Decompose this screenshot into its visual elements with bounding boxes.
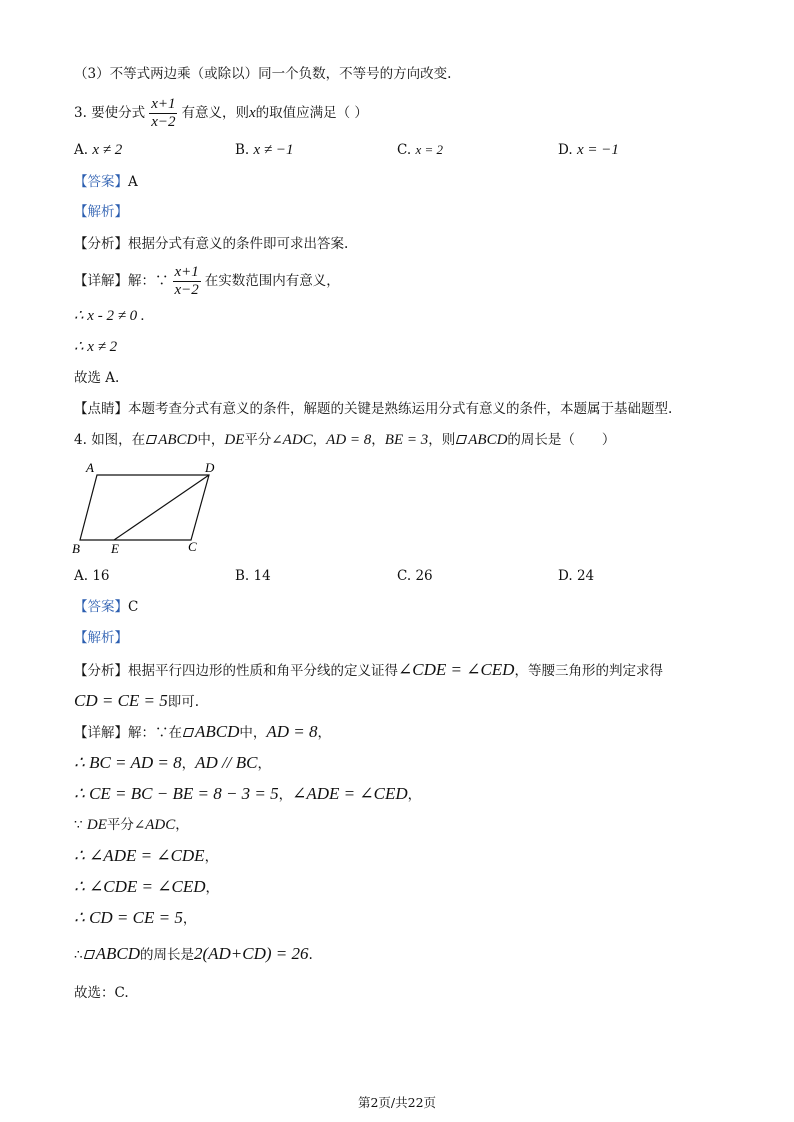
step-sep: ， [205,880,220,896]
q4-step-4 [74,846,218,867]
adc-label: ADC [282,432,313,448]
option-d [558,140,619,160]
option-letter: B. [235,568,250,584]
xiangjie-tag: 【详解】 [74,725,128,741]
parallelogram-figure [70,458,230,558]
step-sep: ， [407,787,422,803]
label-e: E [111,541,119,556]
q4-step-5 [74,877,219,898]
xiangjie-pre: 解：∵ [128,273,169,289]
step-text: 平分∠ [106,817,146,833]
ad-value: AD = 8 [266,722,318,741]
q3-step-2: ∴ x ≠ 2 [74,339,118,355]
option-expr: x ≠ −1 [253,142,294,158]
fenxi-text: ，等腰三角形的判定求得 [514,663,663,679]
stem-text: ，则 [428,432,456,448]
parallelogram-symbol [84,950,95,959]
label-a: A [86,460,94,475]
question-number: 4. [74,432,87,448]
parallelogram-symbol [456,435,467,444]
option-expr: x = 2 [415,142,443,157]
dianjing-tag: 【点睛】 [74,401,128,417]
xiangjie-post: 在实数范围内有意义， [204,273,340,289]
step-equation: ∴ ∠CDE = ∠CED [74,877,206,896]
step-equation: ∴ ∠ADE = ∠CDE [74,846,205,865]
q4-answer [74,597,138,617]
option-expr: x ≠ 2 [92,142,123,158]
stem-text: 中， [197,432,225,448]
fenxi-tag: 【分析】 [74,663,128,679]
q3-step-1: ∴ x - 2 ≠ 0 . [74,308,145,324]
stem-text: 如图，在 [91,432,146,448]
option-b [235,140,294,160]
stem-text: 要使分式 [91,105,146,121]
de-label: DE [224,432,245,448]
step-sep: ， [257,756,271,772]
fenxi-text: 根据平行四边形的性质和角平分线的定义证得 [128,663,398,679]
step-equation: ∴ CD = CE = 5 [74,908,183,927]
question-number: 3. [74,105,87,121]
q4-fenxi [74,660,663,681]
dianjing-text: 本题考查分式有意义的条件，解题的关键是熟练运用分式有意义的条件，本题属于基础题型. [128,401,673,417]
answer-value: A [128,174,138,190]
label-d: D [205,460,215,475]
label-b: B [72,541,80,556]
fenxi-equation: ∠CDE = ∠CED [398,660,515,679]
step-equation: ∠ADE = ∠CED [292,784,408,803]
step-sep: ， [181,756,196,772]
step-equation: AD // BC [195,753,258,772]
option-d [558,566,594,586]
q3-answer [74,172,138,192]
step-equation: ∴ BC = AD = 8 [74,753,182,772]
option-letter: A. [74,142,89,158]
option-letter: A. [74,568,89,584]
step-text: 的周长是 [139,947,194,963]
option-c [397,140,443,160]
label-c: C [188,539,197,554]
fenxi-equation: CD = CE = 5 [74,691,168,710]
stem-text: 平分∠ [244,432,283,448]
q4-step-1 [74,753,271,774]
abcd-label: ABCD [95,944,140,963]
q3-analysis-tag: 【解析】 [74,204,128,220]
q3-xiangjie [74,264,340,299]
xiangjie-tag: 【详解】 [74,273,128,289]
fraction-denominator: x−2 [151,114,176,130]
option-letter: C. [397,568,412,584]
step-equation: 2(AD+CD) = 26 [193,944,309,963]
q4-step-3 [74,815,189,835]
parallelogram-symbol [146,435,157,444]
fraction-numerator: x+1 [151,96,176,112]
rule-3-text: （3）不等式两边乘（或除以）同一个负数，不等号的方向改变. [74,66,452,82]
stem-text: 的周长是（ ） [507,432,616,448]
fraction-numerator: x+1 [174,264,199,280]
step-sep: ， [182,911,197,927]
step-sep: ， [204,849,219,865]
xiangjie-post: ， [317,725,332,741]
question-3-stem [74,96,368,131]
variable-x: x [248,105,256,121]
q4-step-6 [74,908,196,929]
fenxi-text: 根据分式有意义的条件即可求出答案. [128,236,349,252]
question-4-stem [74,430,615,450]
q4-choose: 故选：C. [74,985,129,1001]
answer-tag: 【答案】 [74,599,128,615]
abcd-label: ABCD [195,722,240,741]
option-letter: C. [397,142,412,158]
q3-choose: 故选 A. [74,370,120,386]
fraction [149,96,177,131]
q4-step-2 [74,784,421,805]
abcd-label: ABCD [468,432,508,448]
step-sep: ， [278,787,293,803]
option-letter: B. [235,142,250,158]
step-equation: ∴ CE = BC − BE = 8 − 3 = 5 [74,784,279,803]
option-value: 16 [92,568,110,584]
step-sep: ∵ [74,817,83,833]
fenxi-text: 即可. [167,694,200,710]
page-footer: 第2页/共22页 [357,1095,437,1110]
parallelogram-abcd [80,475,209,540]
option-a [74,140,122,160]
xiangjie-pre: 解：∵在 [128,725,182,741]
option-a [74,566,110,586]
q4-xiangjie [74,722,331,743]
parallelogram-symbol [183,728,194,737]
q4-fenxi-line2 [74,691,199,712]
stem-text: ， [312,432,327,448]
fraction [173,264,201,299]
option-value: 24 [576,568,595,584]
option-letter: D. [558,142,573,158]
step-sep: . [308,947,313,963]
ad-value: AD = 8 [326,432,372,448]
option-value: 26 [415,568,433,584]
adc-label: ADC [145,817,176,833]
option-c [397,566,433,586]
abcd-label: ABCD [158,432,198,448]
q4-step-7 [74,944,313,965]
step-sep: ， [175,817,189,833]
step-sep: ∴ [74,947,83,963]
option-expr: x = −1 [576,142,619,158]
q3-fenxi [74,234,348,254]
option-value: 14 [253,568,271,584]
xiangjie-mid: 中， [239,725,267,741]
q3-dianjing [74,399,672,419]
option-letter: D. [558,568,573,584]
segment-de [114,475,209,540]
stem-text: 有意义，则 [181,105,249,121]
be-value: BE = 3 [384,432,429,448]
stem-text: 的取值应满足（ ） [255,105,368,121]
answer-value: C [128,599,139,615]
q4-analysis-tag: 【解析】 [74,630,128,646]
fraction-denominator: x−2 [174,282,199,298]
fenxi-tag: 【分析】 [74,236,128,252]
answer-tag: 【答案】 [74,174,128,190]
stem-text: ， [371,432,385,448]
option-b [235,566,271,586]
de-label: DE [86,817,107,833]
